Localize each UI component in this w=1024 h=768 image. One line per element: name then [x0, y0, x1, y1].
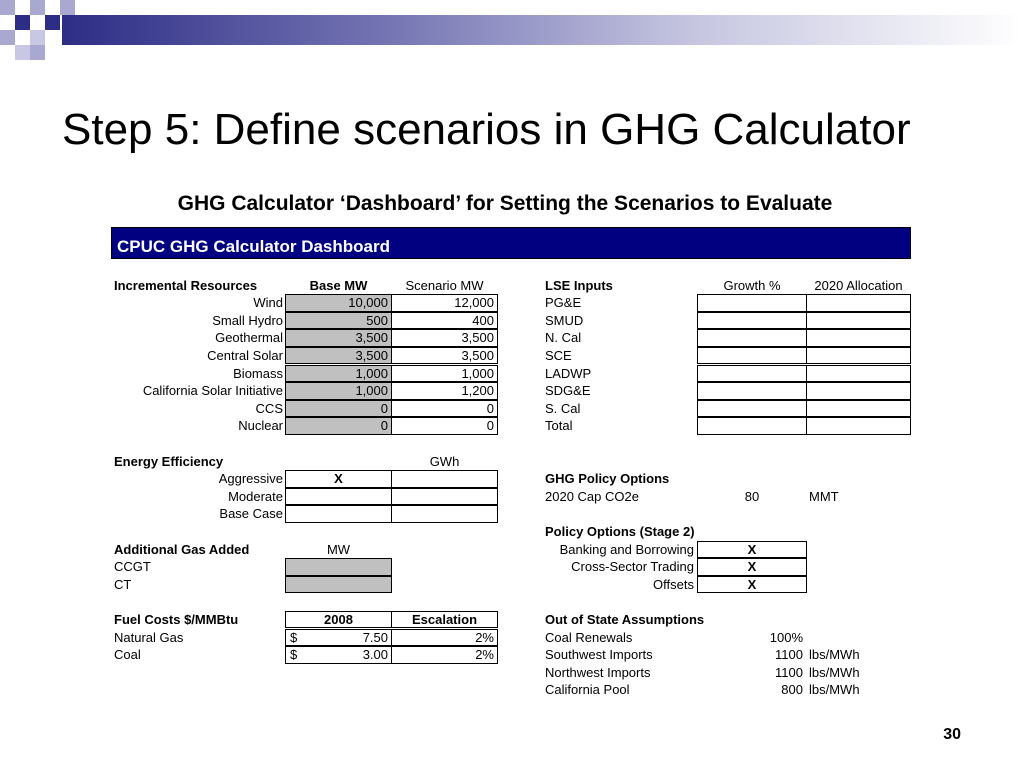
currency-symbol: $: [290, 629, 298, 645]
out-of-state-heading: Out of State Assumptions: [545, 611, 705, 627]
fuel-heading: Fuel Costs $/MMBtu: [114, 611, 239, 627]
title-bar-gradient: [62, 15, 1024, 45]
efficiency-gwh-input[interactable]: [391, 505, 498, 523]
resource-label: Central Solar: [207, 347, 283, 363]
base-mw-cell: 3,500: [285, 329, 392, 347]
allocation-input[interactable]: [806, 329, 911, 347]
fuel-escalation-header: Escalation: [391, 611, 498, 629]
cap-value: 80: [744, 488, 760, 504]
base-mw-cell: 1,000: [285, 365, 392, 383]
ghg-policy-heading: GHG Policy Options: [545, 471, 670, 487]
scenario-mw-input[interactable]: 400: [391, 312, 498, 330]
cap-label: 2020 Cap CO2e: [545, 488, 639, 504]
policy-option-toggle[interactable]: X: [697, 541, 807, 559]
allocation-input[interactable]: [806, 382, 911, 400]
resource-label: Biomass: [233, 365, 283, 381]
gas-mw-header: MW: [326, 541, 351, 557]
fuel-escalation-input[interactable]: 2%: [391, 629, 498, 647]
fuel-price-input[interactable]: 3.00 $: [285, 646, 392, 664]
policy-option-toggle[interactable]: X: [697, 576, 807, 594]
gas-mw-input[interactable]: [285, 576, 392, 594]
base-mw-cell: 500: [285, 312, 392, 330]
growth-input[interactable]: [697, 382, 807, 400]
scenario-mw-input[interactable]: 3,500: [391, 347, 498, 365]
out-of-state-value: 800: [781, 682, 803, 698]
fuel-escalation-input[interactable]: 2%: [391, 646, 498, 664]
fuel-price-input[interactable]: 7.50 $: [285, 629, 392, 647]
fuel-year-header: 2008: [285, 611, 392, 629]
efficiency-gwh-input[interactable]: [391, 488, 498, 506]
out-of-state-value: 1100: [775, 647, 803, 663]
scenario-mw-input[interactable]: 0: [391, 417, 498, 435]
out-of-state-value: 1100: [775, 664, 803, 680]
growth-input[interactable]: [697, 400, 807, 418]
policy-option-label: Banking and Borrowing: [559, 541, 694, 557]
slide-subtitle: GHG Calculator ‘Dashboard’ for Setting the Scenarios to Evaluate: [177, 192, 833, 215]
gas-label: CT: [114, 576, 132, 592]
lse-label: SDG&E: [545, 383, 591, 399]
scenario-mw-input[interactable]: 12,000: [391, 294, 498, 312]
page-number: 30: [943, 726, 961, 743]
fuel-label: Coal: [114, 647, 141, 663]
base-mw-cell: 0: [285, 400, 392, 418]
scenario-mw-input[interactable]: 1,200: [391, 382, 498, 400]
lse-label: N. Cal: [545, 330, 582, 346]
resource-label: Geothermal: [215, 330, 283, 346]
allocation-input[interactable]: [806, 294, 911, 312]
base-mw-cell: 0: [285, 417, 392, 435]
allocation-header: 2020 Allocation: [814, 277, 903, 293]
efficiency-gwh-input[interactable]: [391, 470, 498, 488]
currency-symbol: $: [290, 647, 298, 663]
lse-label: Total: [545, 418, 573, 434]
out-of-state-label: California Pool: [545, 682, 630, 698]
out-of-state-unit: lbs/MWh: [809, 664, 860, 680]
lse-label: PG&E: [545, 295, 582, 311]
growth-input[interactable]: [697, 347, 807, 365]
out-of-state-unit: lbs/MWh: [809, 647, 860, 663]
growth-input[interactable]: [697, 417, 807, 435]
base-mw-cell: 1,000: [285, 382, 392, 400]
efficiency-heading: Energy Efficiency: [114, 453, 224, 469]
fuel-label: Natural Gas: [114, 629, 184, 645]
allocation-input[interactable]: [806, 417, 911, 435]
scenario-mw-header: Scenario MW: [405, 277, 484, 293]
out-of-state-label: Northwest Imports: [545, 664, 651, 680]
efficiency-select-cell[interactable]: X: [285, 470, 392, 488]
resource-label: Nuclear: [238, 418, 283, 434]
lse-label: SCE: [545, 347, 572, 363]
out-of-state-unit: lbs/MWh: [809, 682, 860, 698]
policy-option-toggle[interactable]: X: [697, 558, 807, 576]
lse-heading: LSE Inputs: [545, 277, 613, 293]
base-mw-cell: 3,500: [285, 347, 392, 365]
efficiency-label: Moderate: [228, 488, 283, 504]
growth-header: Growth %: [723, 277, 781, 293]
efficiency-label: Aggressive: [218, 471, 283, 487]
growth-input[interactable]: [697, 329, 807, 347]
dashboard-header-label: CPUC GHG Calculator Dashboard: [117, 237, 390, 256]
growth-input[interactable]: [697, 294, 807, 312]
gas-label: CCGT: [114, 559, 151, 575]
growth-input[interactable]: [697, 312, 807, 330]
base-mw-header: Base MW: [309, 277, 368, 293]
resources-heading: Incremental Resources: [114, 277, 258, 293]
efficiency-select-cell[interactable]: [285, 505, 392, 523]
allocation-input[interactable]: [806, 312, 911, 330]
gwh-header: GWh: [429, 453, 460, 469]
policy-stage2-heading: Policy Options (Stage 2): [545, 523, 695, 539]
resource-label: CCS: [255, 400, 283, 416]
scenario-mw-input[interactable]: 1,000: [391, 365, 498, 383]
out-of-state-value: 100%: [769, 629, 803, 645]
policy-option-label: Offsets: [653, 576, 694, 592]
out-of-state-label: Southwest Imports: [545, 647, 653, 663]
resource-label: Wind: [253, 295, 283, 311]
efficiency-select-cell[interactable]: [285, 488, 392, 506]
lse-label: LADWP: [545, 365, 592, 381]
growth-input[interactable]: [697, 365, 807, 383]
allocation-input[interactable]: [806, 365, 911, 383]
scenario-mw-input[interactable]: 0: [391, 400, 498, 418]
efficiency-label: Base Case: [219, 506, 283, 522]
cap-unit: MMT: [809, 488, 839, 504]
gas-heading: Additional Gas Added: [114, 541, 250, 557]
out-of-state-label: Coal Renewals: [545, 629, 633, 645]
policy-option-label: Cross-Sector Trading: [571, 559, 694, 575]
allocation-input[interactable]: [806, 347, 911, 365]
gas-mw-input[interactable]: [285, 558, 392, 576]
lse-label: S. Cal: [545, 400, 581, 416]
base-mw-cell: 10,000: [285, 294, 392, 312]
scenario-mw-input[interactable]: 3,500: [391, 329, 498, 347]
allocation-input[interactable]: [806, 400, 911, 418]
dashboard-header: [111, 227, 911, 259]
resource-label: California Solar Initiative: [142, 383, 283, 399]
lse-label: SMUD: [545, 312, 584, 328]
slide-title: Step 5: Define scenarios in GHG Calculator: [62, 105, 911, 154]
resource-label: Small Hydro: [212, 312, 283, 328]
